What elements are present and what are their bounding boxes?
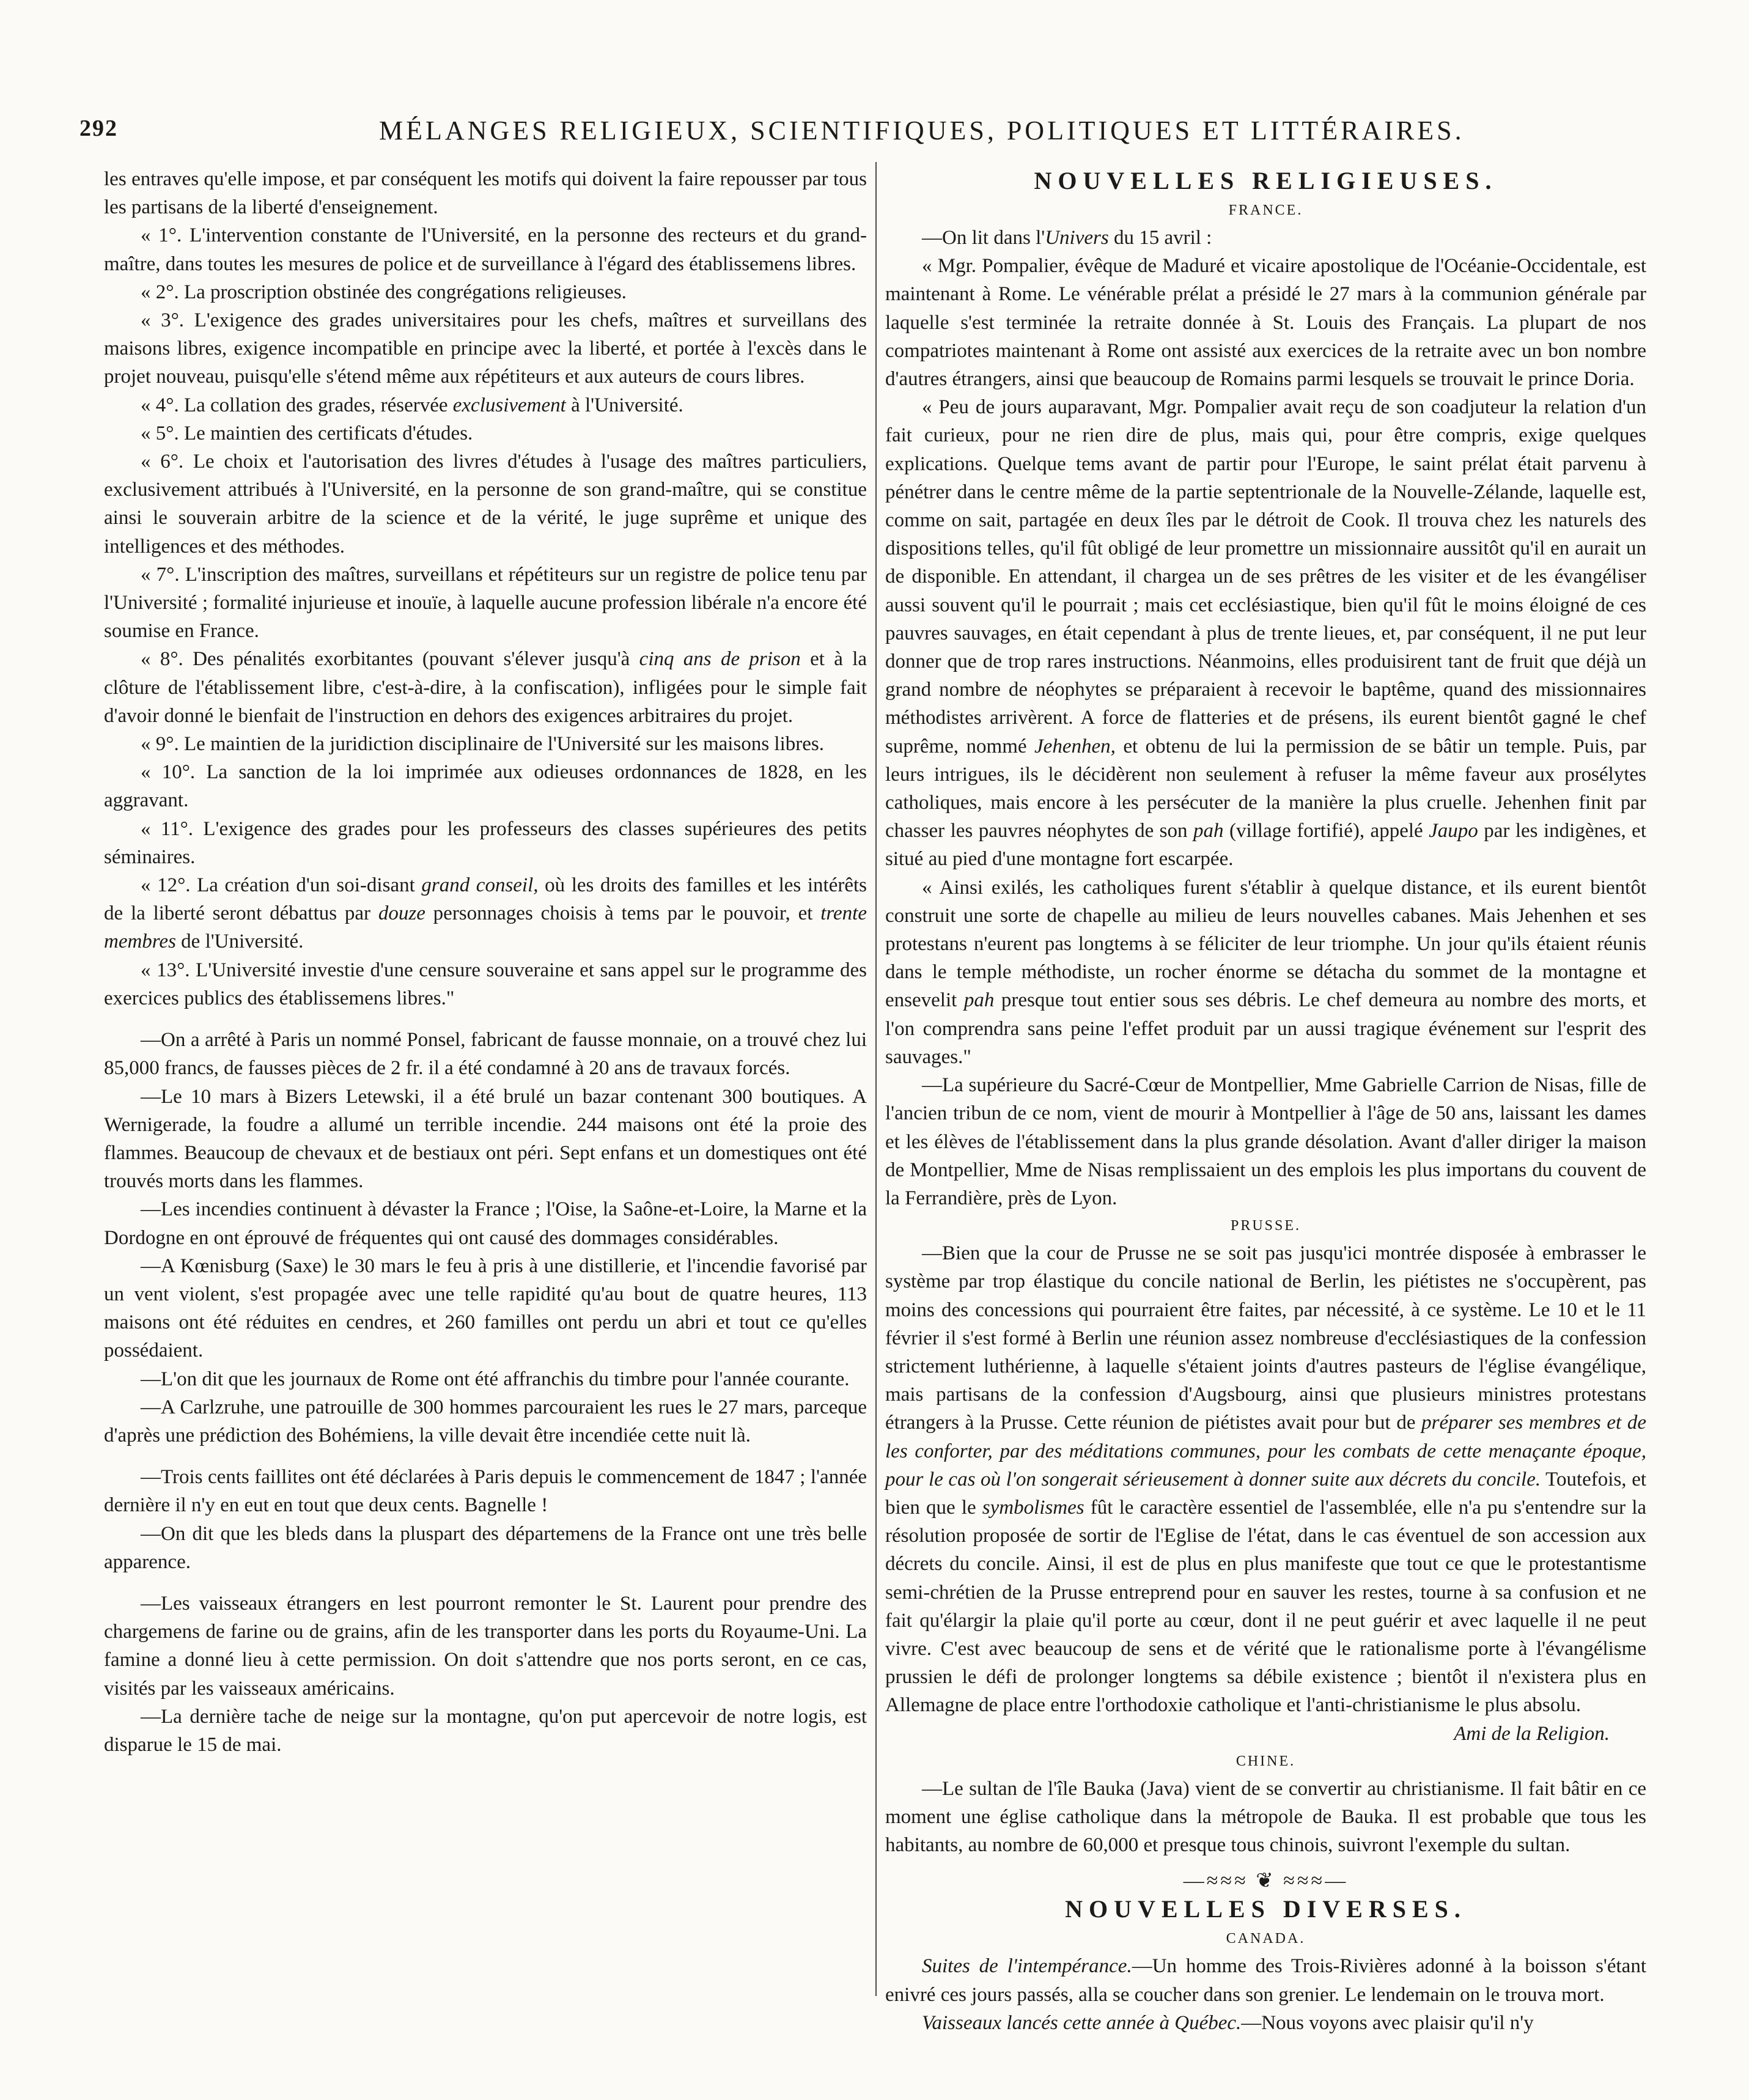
text-run: « 8°. Des pénalités exorbitantes (pouvant s'élever jusqu'à xyxy=(141,648,630,671)
list-item xyxy=(104,391,867,419)
list-item: « 10°. La sanction de la loi imprimée aux odieuses ordonnances de 1828, en les aggravant. xyxy=(104,761,867,812)
list-item: « 7°. L'inscription des maîtres, surveillans et répétiteurs sur un registre de police tenu par l'Université ; formalité injurieuse et inouïe, à laquelle aucune profession libérale n'a encore été soumise en France. xyxy=(104,563,867,643)
text-run: « Peu de jours auparavant, Mgr. Pompalier avait reçu de son coadjuteur la relation d'un fait curieux, pour ne rien dire de plus, mais qui, pour être compris, exige quelques explications. Quelque tems avant de partir pour l'Europe, le saint prélat était parvenu à pénétrer dans le centre même de la partie septentrionale de la Nouvelle-Zélande, laquelle est, comme on sait, partagée en deux îles par le détroit de Cook. Il trouva chez les naturels des dispositions telles, qu'il fût obligé de leur promettre un missionnaire aussitôt qu'il en aurait un de disponible. En attendant, il chargea un de ses prêtres de les visiter et de les évangéliser aussi souvent qu'il le pourrait ; mais cet ecclésiastique, bien qu'il fût le moins éloigné de ces pauvres sauvages, en était cependant à plus de trente lieues, et, par conséquent, il ne put leur donner que de trop rares instructions. Néanmoins, elles produisirent tant de fruit que déjà un grand nombre de néophytes se préparaient à recevoir le baptême, quand des missionnaires méthodistes arrivèrent. A force de flatteries et de présens, ils eurent bientôt gagné le chef suprême, nommé xyxy=(885,396,1646,757)
emphasis: Suites de l'intempérance. xyxy=(922,1955,1132,1978)
paragraph: —Le sultan de l'île Bauka (Java) vient de se convertir au christianisme. Il fait bâtir en ce moment une église catholique dans la métropole de Bauka. Il est probable que tous les habitants, au nombre de 60,000 et presque tous chinois, suivront l'exemple du sultan. xyxy=(885,1777,1646,1857)
paragraph xyxy=(885,1952,1646,2008)
text-run: par les indigènes, et situé au pied d'une montagne fort escarpée. xyxy=(885,820,1646,871)
emphasis: symbolismes xyxy=(982,1496,1084,1519)
section-heading-diverses: NOUVELLES DIVERSES. xyxy=(1065,1895,1467,1923)
text-run: personnages choisis à tems par le pouvoir, et xyxy=(433,902,813,925)
emphasis: Jehenhen, xyxy=(1034,735,1116,757)
text-run: où les droits des familles et les intérêts de la liberté seront débattus par xyxy=(104,874,867,925)
subheading-canada: CANADA. xyxy=(1226,1931,1306,1947)
running-title: MÉLANGES RELIGIEUX, SCIENTIFIQUES, POLITIQUES ET LITTÉRAIRES. xyxy=(379,116,1465,146)
list-item xyxy=(104,871,867,956)
paragraph: —La supérieure du Sacré-Cœur de Montpellier, Mme Gabrielle Carrion de Nisas, fille de l'ancien tribun de ce nom, vient de mourir à Montpellier à l'âge de 50 ans, laissant les dames et les élèves de l'établissement dans la plus grande désolation. Avant d'aller diriger la maison de Montpellier, Mme de Nisas remplissaient un des emplois les plus importans du couvent de la Ferrandière, près de Lyon. xyxy=(885,1074,1646,1209)
emphasis: grand conseil, xyxy=(421,874,539,897)
column-divider xyxy=(875,162,877,1996)
news-item: —La dernière tache de neige sur la montagne, qu'on put apercevoir de notre logis, est disparue le 15 de mai. xyxy=(104,1705,867,1756)
emphasis: cinq ans de prison xyxy=(639,648,801,671)
text-run: —Nous voyons avec plaisir qu'il n'y xyxy=(1241,2011,1534,2034)
list-item: « 3°. L'exigence des grades universitaires pour les chefs, maîtres et surveillans des maisons libres, exigence incompatible en principe avec la liberté, et portée à l'excès dans le projet nouveau, puisqu'elle s'étend même aux répétiteurs et aux auteurs de cours libres. xyxy=(104,309,867,388)
list-item: « 6°. Le choix et l'autorisation des livres d'études à l'usage des maîtres particuliers, exclusivement attribués à l'Université, en la personne de son grand-maître, qui se constitue ainsi le souverain arbitre de la science et de la vérité, le juge suprême et unique des intelligences et des méthodes. xyxy=(104,451,867,558)
subheading-chine: CHINE. xyxy=(1235,1753,1296,1769)
emphasis: pah xyxy=(1193,820,1224,842)
paragraph: « Mgr. Pompalier, évêque de Maduré et vicaire apostolique de l'Océanie-Occidentale, est maintenant à Rome. Le vénérable prélat a présidé le 27 mars à la communion générale par laquelle s'est terminée la retraite donnée à St. Louis des Français. La plupart de nos compatriotes maintenant à Rome ont assisté aux exercices de la retraite avec un bon nombre d'autres étrangers, ainsi que beaucoup de Romains parmi lesquels se trouvait le prince Doria. xyxy=(885,255,1646,391)
news-item: —On a arrêté à Paris un nommé Ponsel, fabricant de fausse monnaie, on a trouvé chez lui 85,000 francs, de fausses pièces de 2 fr. il a été condamné à 20 ans de travaux forcés. xyxy=(104,1029,867,1080)
paragraph xyxy=(885,874,1646,1071)
news-item: —L'on dit que les journaux de Rome ont été affranchis du timbre pour l'année courante. xyxy=(141,1368,850,1390)
emphasis: douze xyxy=(378,902,425,925)
emphasis: trente membres xyxy=(104,902,867,953)
text-run: et obtenu de lui la permission de se bâtir un temple. Puis, par leurs intrigues, ils le décidèrent non seulement à refuser la même faveur aux prosélytes catholiques, mais encore à les persécuter de la manière la plus cruelle. Jehenhen finit par chasser les pauvres néophytes de son xyxy=(885,735,1647,842)
paragraph xyxy=(885,2009,1646,2037)
right-column xyxy=(885,165,1646,2037)
news-item: —A Carlzruhe, une patrouille de 300 hommes parcouraient les rues le 27 mars, parceque d'après une prédiction des Bohémiens, la ville devait être incendiée cette nuit là. xyxy=(104,1396,867,1446)
paragraph xyxy=(885,224,1646,252)
page-header xyxy=(73,110,1638,153)
news-item: —Le 10 mars à Bizers Letewski, il a été brulé un bazar contenant 300 boutiques. A Wernigerade, la foudre a allumé un terrible incendie. 244 maisons ont été la proie des flammes. Beaucoup de chevaux et de bestiaux ont péri. Sept enfans et un domestiques ont été trouvés morts dans les flammes. xyxy=(104,1085,867,1193)
text-run: —On lit dans l' xyxy=(922,227,1045,249)
text-run: du 15 avril : xyxy=(1113,227,1212,249)
text-run: de l'Université. xyxy=(181,930,304,953)
news-item: —Les vaisseaux étrangers en lest pourront remonter le St. Laurent pour prendre des chargemens de farine ou de grains, afin de les transporter dans les ports du Royaume-Uni. La famine a donné lieu à cette permission. On doit s'attendre que nos ports seront, en ce cas, visités par les vaisseaux américains. xyxy=(104,1592,867,1700)
list-item: « 9°. Le maintien de la juridiction disciplinaire de l'Université sur les maisons libres. xyxy=(141,733,824,756)
text-run: presque tout entier sous ses débris. Le chef demeura au nombre des morts, et l'on comprendra sans peine l'effet produit par un aussi tragique événement sur l'esprit des sauvages." xyxy=(885,989,1647,1068)
list-item: « 1°. L'intervention constante de l'Université, en la personne des recteurs et du grand-maître, dans toutes les mesures de police et de surveillance à l'égard des établissemens libres. xyxy=(104,224,867,275)
paragraph xyxy=(885,393,1646,873)
text-run: fût le caractère essentiel de l'assemblée, elle n'a pu s'entendre sur la résolution proposée de sortir de l'Eglise de l'état, dans le cas éventuel de son accession aux décrets du concile. Ainsi, il est de plus en plus manifeste que tout ce que le protestantisme semi-chrétien de la Prusse entreprend pour en sauver les restes, tourne à sa confusion et ne fait qu'élargir la plaie qu'il porte au cœur, dont il ne peut guérir et avec laquelle il ne peut vivre. C'est avec beaucoup de sens et de vérité que le rationalisme porte à l'évangélisme prussien le défi de prolonger longtems sa débile existence ; bientôt il n'existera plus en Allemagne de place entre l'orthodoxie catholique et l'anti-christianisme le plus absolu. xyxy=(885,1496,1647,1717)
text-run: à l'Université. xyxy=(571,394,683,416)
page-number: 292 xyxy=(79,116,118,141)
news-item: —On dit que les bleds dans la pluspart des départemens de la France ont une très belle apparence. xyxy=(104,1522,867,1573)
emphasis: Univers xyxy=(1045,227,1109,249)
news-item: —Trois cents faillites ont été déclarées à Paris depuis le commencement de 1847 ; l'année dernière il n'y en eut en tout que deux cents. Bagnelle ! xyxy=(104,1466,867,1517)
left-column xyxy=(104,165,867,1759)
section-heading-religieuses: NOUVELLES RELIGIEUSES. xyxy=(1034,167,1498,194)
list-item: « 5°. Le maintien des certificats d'études. xyxy=(141,422,473,444)
text-run: —Bien que la cour de Prusse ne se soit pas jusqu'ici montrée disposée à embrasser le système par trop élastique du concile national de Berlin, les piétistes ne s'occupèrent, pas moins des concessions qui pourraient être faites, par nécessité, à ce système. Le 10 et le 11 février il s'est formé à Berlin une réunion assez nombreuse d'ecclésiastiques de la confession strictement luthérienne, à laquelle s'étaient joints d'autres pasteurs de l'église évangélique, mais partisans de la confession d'Augsbourg, ainsi que plusieurs ministres protestans étrangers à la Prusse. Cette réunion de piétistes avait pour but de xyxy=(885,1242,1646,1434)
list-item: « 13°. L'Université investie d'une censure souveraine et sans appel sur le programme des exercices publics des établissemens libres." xyxy=(104,959,867,1009)
list-item: « 2°. La proscription obstinée des congrégations religieuses. xyxy=(141,281,627,303)
subheading-france: FRANCE. xyxy=(1228,202,1303,218)
news-item: —Les incendies continuent à dévaster la France ; l'Oise, la Saône-et-Loire, la Marne et la Dordogne en ont éprouvé de fréquentes qui ont causé des dommages considérables. xyxy=(104,1198,867,1249)
emphasis: exclusivement xyxy=(452,394,566,416)
ornament: —≈≈≈ ❦ ≈≈≈— xyxy=(1183,1870,1349,1893)
text-run: « 12°. La création d'un soi-disant xyxy=(141,874,415,897)
emphasis: Jaupo xyxy=(1429,820,1478,842)
list-item: « 11°. L'exigence des grades pour les professeurs des classes supérieures des petits séminaires. xyxy=(104,817,867,868)
subheading-prusse: PRUSSE. xyxy=(1230,1218,1302,1234)
signature: Ami de la Religion. xyxy=(1454,1722,1610,1745)
text-run: Toutefois, et bien que le xyxy=(885,1468,1647,1519)
paragraph xyxy=(885,1239,1646,1719)
text-run: et à la clôture de l'établissement libre, c'est-à-dire, à la confiscation), infligées pour le simple fait d'avoir donné le bienfait de l'instruction en dehors des exigences arbitraires du projet. xyxy=(104,648,867,727)
text-run: « 4°. La collation des grades, réservée xyxy=(141,394,448,416)
list-item xyxy=(104,645,867,730)
text-run: « Ainsi exilés, les catholiques furent s'établir à quelque distance, et ils eurent bientôt construit une sorte de chapelle au milieu de leurs nouvelles cabanes. Mais Jehenhen et ses protestans n'eurent pas longtems à se féliciter de leur triomphe. Un jour qu'ils étaient réunis dans le temple méthodiste, un rocher énorme se détacha du sommet de la montagne et ensevelit xyxy=(885,876,1646,1012)
paragraph: les entraves qu'elle impose, et par conséquent les motifs qui doivent la faire repousser par tous les partisans de la liberté d'enseignement. xyxy=(104,168,867,219)
emphasis: Vaisseaux lancés cette année à Québec. xyxy=(922,2011,1242,2034)
news-item: —A Kœnisburg (Saxe) le 30 mars le feu à pris à une distillerie, et l'incendie favorisé par un vent violent, s'est propagée avec une telle rapidité qu'au bout de quatre heures, 113 maisons ont été réduites en cendres, et 260 familles ont perdu un abri et tout ce qu'elles possédaient. xyxy=(104,1254,867,1362)
emphasis: pah xyxy=(963,989,995,1012)
emphasis: préparer ses membres et de les conforter, par des méditations communes, pour les combats de cette menaçante époque, pour le cas où l'on songerait sérieusement à donner suite aux décrets du concile. xyxy=(885,1412,1647,1490)
text-run: (village fortifié), appelé xyxy=(1229,820,1423,842)
text-run: —Un homme des Trois-Rivières adonné à la boisson s'étant enivré ces jours passés, alla se coucher dans son grenier. Le lendemain on le trouva mort. xyxy=(885,1955,1646,2006)
